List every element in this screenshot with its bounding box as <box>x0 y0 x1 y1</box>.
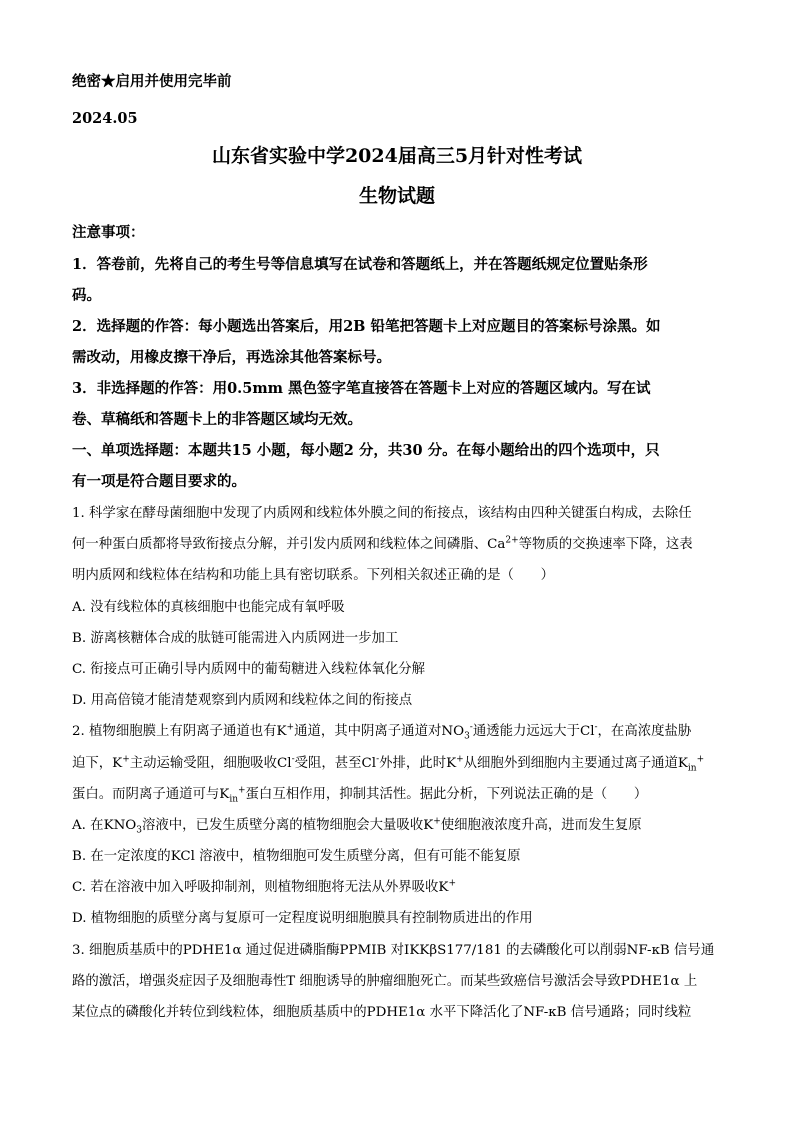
q1-stem-line1: 1. 科学家在酵母菌细胞中发现了内质网和线粒体外膜之间的衔接点，该结构由四种关键蛋白构成，去除任 <box>72 506 692 521</box>
q1-option-b: B. 游离核糖体合成的肽链可能需进入内质网进一步加工 <box>72 631 399 646</box>
q2-option-b: B. 在一定浓度的KCl 溶液中，植物细胞可发生质壁分离，但有可能不能复原 <box>72 849 521 864</box>
exam-subtitle: 生物试题 <box>358 185 435 207</box>
section-heading: 一、单项选择题：本题共15 小题，每小题2 分，共30 分。在每小题给出的四个选项中，只 <box>72 442 660 459</box>
confidential-label: 绝密★启用并使用完毕前 <box>72 73 232 90</box>
notice-item-1: 1．答卷前，先将自己的考生号等信息填写在试卷和答题纸上，并在答题纸规定位置贴条形 <box>72 256 648 273</box>
notice-item-2: 2．选择题的作答：每小题选出答案后，用2B 铅笔把答题卡上对应题目的答案标号涂黑。如 <box>72 318 661 335</box>
q1-option-d: D. 用高倍镜才能清楚观察到内质网和线粒体之间的衔接点 <box>72 693 413 708</box>
q1-stem-line2: 何一种蛋白质都将导致衔接点分解，并引发内质网和线粒体之间磷脂、$Ca^{2+}$等物质的交换速率下降，这表 <box>72 535 693 552</box>
q3-stem-line1: 3. 细胞质基质中的PDHE1α 通过促进磷脂酶PPMIB 对IKKβS177/181 的去磷酸化可以削弱NF-κB 信号通 <box>72 943 715 958</box>
exam-date: 2024.05 <box>72 110 138 127</box>
q1-stem-line3: 明内质网和线粒体在结构和功能上具有密切联系。下列相关叙述正确的是（ ） <box>72 568 555 583</box>
notice-heading: 注意事项： <box>72 224 145 241</box>
notice-item-3-cont: 卷、草稿纸和答题卡上的非答题区域均无效。 <box>72 411 362 428</box>
q2-stem-line2: 迫下，K+主动运输受阻，细胞吸收Cl-受阻，甚至Cl-外排，此时K+从细胞外到细胞内主要通过离子通道$K_{in}^+$ <box>72 754 705 774</box>
exam-title: 山东省实验中学2024届高三5月针对性考试 <box>211 145 583 167</box>
notice-item-2-cont: 需改动，用橡皮擦干净后，再选涂其他答案标号。 <box>72 349 391 366</box>
section-heading-cont: 有一项是符合题目要求的。 <box>72 473 246 490</box>
q3-stem-line3: 某位点的磷酸化并转位到线粒体，细胞质基质中的PDHE1α 水平下降活化了NF-κB 信号通路；同时线粒 <box>72 1005 692 1020</box>
q1-option-a: A. 没有线粒体的真核细胞中也能完成有氧呼吸 <box>72 600 345 615</box>
q3-stem-line2: 路的激活，增强炎症因子及细胞毒性T 细胞诱导的肿瘤细胞死亡。而某些致癌信号激活会导致PDHE1α 上 <box>72 974 698 989</box>
q2-option-d: D. 植物细胞的质壁分离与复原可一定程度说明细胞膜具有控制物质进出的作用 <box>72 911 533 926</box>
q2-stem-line3: 蛋白。而阴离子通道可与$K_{in}^+$蛋白互相作用，抑制其活性。据此分析，下列说法正确的是（ ） <box>72 785 648 805</box>
q2-option-a: A. 在$KNO_3$溶液中，已发生质壁分离的植物细胞会大量吸收K+使细胞液浓度升高，进而发生复原 <box>72 816 642 836</box>
q2-option-c: C. 若在溶液中加入呼吸抑制剂，则植物细胞将无法从外界吸收K+ <box>72 878 456 895</box>
notice-item-3: 3．非选择题的作答：用0.5mm 黑色签字笔直接答在答题卡上对应的答题区域内。写在试 <box>72 380 651 397</box>
q1-option-c: C. 衔接点可正确引导内质网中的葡萄糖进入线粒体氧化分解 <box>72 662 426 677</box>
q2-stem-line1: 2. 植物细胞膜上有阴离子通道也有K+通道，其中阴离子通道对$NO_3^-$通透能力远远大于Cl-，在高浓度盐胁 <box>72 722 692 742</box>
notice-item-1-cont: 码。 <box>72 287 101 304</box>
